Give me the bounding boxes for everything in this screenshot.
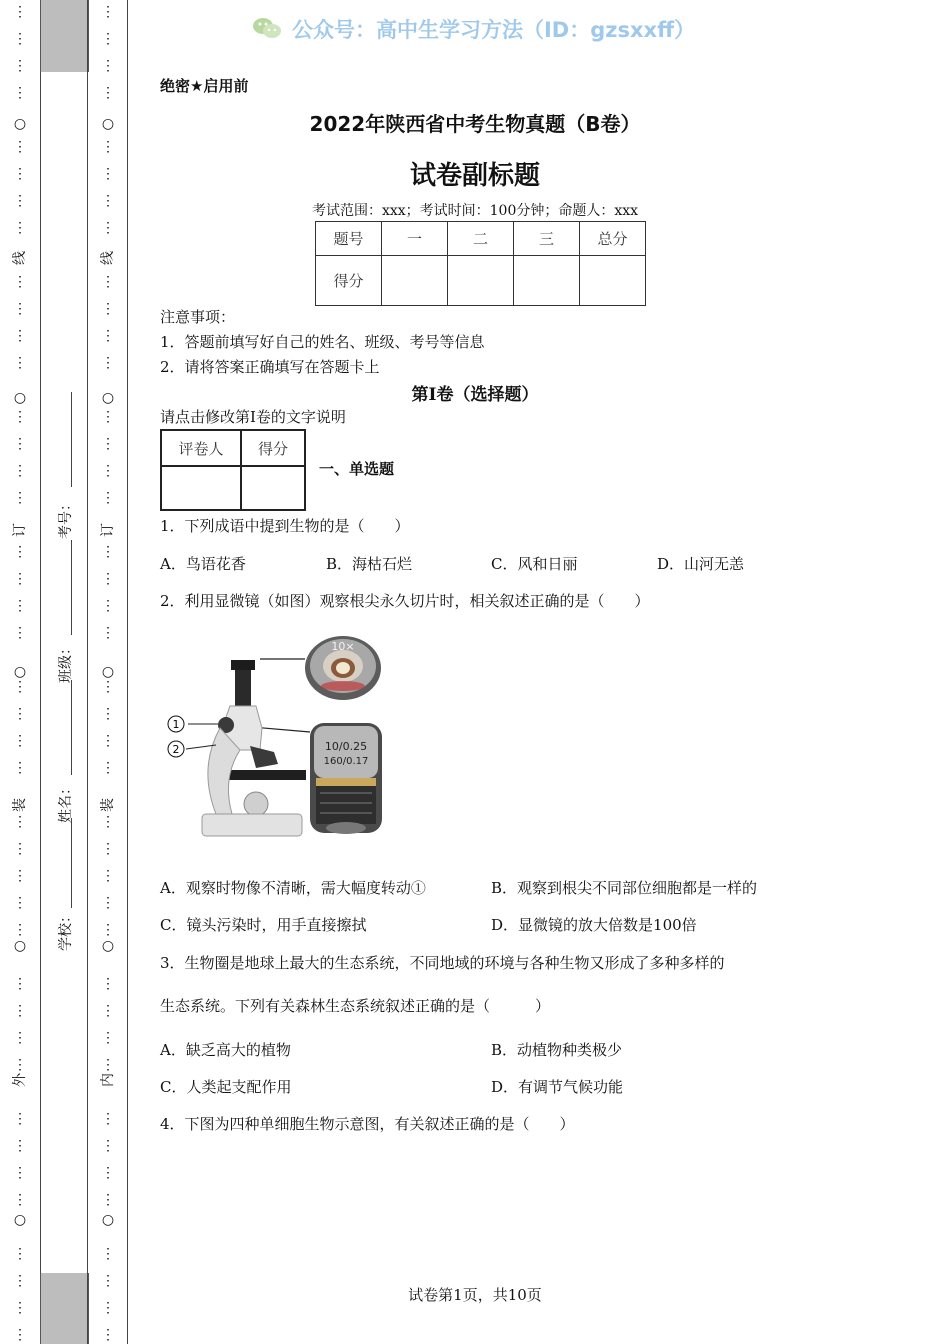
dotted-line-segment: ⋮ [13, 1003, 27, 1019]
dotted-line-segment: ⋮ [101, 976, 115, 992]
dotted-line-segment: ⋮ [101, 733, 115, 749]
score-header-cell: 总分 [580, 222, 646, 256]
dotted-line-segment: ⋮ [101, 868, 115, 884]
wechat-icon [252, 16, 282, 42]
dotted-line-segment: ⋮ [101, 328, 115, 344]
circle-mark: ○ [101, 116, 115, 132]
circle-mark: ○ [101, 390, 115, 406]
section-desc[interactable]: 请点击修改第I卷的文字说明 [160, 408, 346, 426]
svg-text:1: 1 [172, 718, 180, 731]
option-b[interactable]: B．观察到根尖不同部位细胞都是一样的 [491, 879, 758, 897]
exam-no-label: 考号： [58, 497, 74, 539]
dotted-line-segment: ⋮ [101, 598, 115, 614]
dotted-line-segment: ⋮ [13, 625, 27, 641]
dotted-line-segment: ⋮ [13, 409, 27, 425]
label-2-marker [168, 741, 184, 757]
dotted-line-segment: ⋮ [101, 571, 115, 587]
class-underline[interactable] [71, 540, 72, 635]
outer-mark: 外 [12, 1073, 28, 1087]
dotted-line-segment: ⋮ [101, 409, 115, 425]
dotted-line-segment: ⋮ [101, 895, 115, 911]
outer-mark: 装 [12, 798, 28, 812]
dotted-line-segment: ⋮ [13, 58, 27, 74]
dotted-line-segment: ⋮ [101, 31, 115, 47]
dotted-line-segment: ⋮ [101, 1165, 115, 1181]
question-stem: 4．下图为四种单细胞生物示意图，有关叙述正确的是（ ） [160, 1115, 575, 1133]
dotted-line-segment: ⋮ [13, 1057, 27, 1073]
dotted-line-segment: ⋮ [101, 814, 115, 830]
dotted-line-segment: ⋮ [13, 1273, 27, 1289]
dotted-line-segment: ⋮ [101, 139, 115, 155]
dotted-line-segment: ⋮ [13, 31, 27, 47]
dotted-line-segment: ⋮ [13, 1111, 27, 1127]
dotted-line-segment: ⋮ [13, 220, 27, 236]
dotted-line-segment: ⋮ [13, 463, 27, 479]
outer-mark: 线 [12, 251, 28, 265]
inner-mark: 线 [100, 251, 116, 265]
dotted-line-segment: ⋮ [101, 193, 115, 209]
option-c[interactable]: C．人类起支配作用 [160, 1078, 292, 1096]
dotted-line-segment: ⋮ [101, 1300, 115, 1316]
question-stem: 1．下列成语中提到生物的是（ ） [160, 517, 410, 535]
dotted-line-segment: ⋮ [13, 733, 27, 749]
dotted-line-segment: ⋮ [101, 1192, 115, 1208]
dotted-line-segment: ⋮ [13, 1327, 27, 1343]
option-a[interactable]: A．缺乏高大的植物 [160, 1041, 291, 1059]
dotted-line-segment: ⋮ [101, 1030, 115, 1046]
circle-mark: ○ [13, 664, 27, 680]
circle-mark: ○ [101, 664, 115, 680]
dotted-line-segment: ⋮ [101, 922, 115, 938]
dotted-line-segment: ⋮ [13, 166, 27, 182]
score-cell[interactable] [580, 256, 646, 306]
dotted-line-segment: ⋮ [13, 355, 27, 371]
score-header-cell: 一 [382, 222, 448, 256]
outer-mark: 订 [12, 523, 28, 537]
question-stem: 3．生物圈是地球上最大的生态系统，不同地域的环境与各种生物又形成了多种多样的 [160, 954, 725, 972]
objective-label-2: 160/0.17 [323, 756, 369, 767]
grader-header: 评卷人 [161, 430, 241, 466]
option-c[interactable]: C．镜头污染时，用手直接擦拭 [160, 916, 367, 934]
school-underline[interactable] [71, 818, 72, 908]
score-cell[interactable] [514, 256, 580, 306]
outer-left-border [40, 0, 41, 1344]
option-a[interactable]: A．鸟语花香 [160, 555, 246, 573]
dotted-line-segment: ⋮ [101, 274, 115, 290]
dotted-line-segment: ⋮ [13, 139, 27, 155]
score-header-cell: 题号 [316, 222, 382, 256]
exam-title: 2022年陕西省中考生物真题（B卷） [309, 112, 641, 136]
circle-mark: ○ [13, 116, 27, 132]
eyepiece-label: 10× [331, 640, 355, 653]
grader-cell[interactable] [161, 466, 241, 510]
dotted-line-segment: ⋮ [101, 1246, 115, 1262]
class-label: 班级： [58, 641, 74, 683]
dotted-line-segment: ⋮ [13, 490, 27, 506]
grader-header: 得分 [241, 430, 305, 466]
dotted-line-segment: ⋮ [101, 463, 115, 479]
dotted-line-segment: ⋮ [13, 274, 27, 290]
inner-right-border [127, 0, 128, 1344]
score-cell[interactable] [382, 256, 448, 306]
dotted-line-segment: ⋮ [101, 706, 115, 722]
dotted-line-segment: ⋮ [13, 1030, 27, 1046]
exam-info: 考试范围：xxx；考试时间：100分钟；命题人：xxx [311, 203, 639, 219]
dotted-line-segment: ⋮ [13, 4, 27, 20]
notice-title: 注意事项： [160, 308, 236, 326]
dotted-line-segment: ⋮ [101, 58, 115, 74]
dotted-line-segment: ⋮ [13, 1246, 27, 1262]
circle-mark: ○ [101, 1212, 115, 1228]
dotted-line-segment: ⋮ [13, 1138, 27, 1154]
dotted-line-segment: ⋮ [101, 544, 115, 560]
label-1-marker [168, 716, 184, 732]
dotted-line-segment: ⋮ [101, 301, 115, 317]
dotted-line-segment: ⋮ [13, 895, 27, 911]
dotted-line-segment: ⋮ [13, 544, 27, 560]
dotted-line-segment: ⋮ [13, 922, 27, 938]
option-d[interactable]: D．山河无恙 [657, 555, 745, 573]
notice-item: 1．答题前填写好自己的姓名、班级、考号等信息 [160, 333, 485, 351]
dotted-line-segment: ⋮ [13, 841, 27, 857]
dotted-line-segment: ⋮ [101, 166, 115, 182]
microscope-figure [160, 628, 390, 848]
name-label: 姓名： [58, 781, 74, 823]
secret-mark: 绝密★启用前 [160, 77, 249, 95]
circle-mark: ○ [101, 938, 115, 954]
option-c[interactable]: C．风和日丽 [491, 555, 578, 573]
dotted-line-segment: ⋮ [101, 355, 115, 371]
dotted-line-segment: ⋮ [13, 868, 27, 884]
dotted-line-segment: ⋮ [13, 193, 27, 209]
section-title: 第I卷（选择题） [411, 385, 539, 405]
name-underline[interactable] [71, 680, 72, 775]
dotted-line-segment: ⋮ [101, 679, 115, 695]
dotted-line-segment: ⋮ [101, 220, 115, 236]
dotted-line-segment: ⋮ [13, 1300, 27, 1316]
grey-band-bottom [40, 1273, 89, 1344]
dotted-line-segment: ⋮ [13, 436, 27, 452]
option-d[interactable]: D．有调节气候功能 [491, 1078, 624, 1096]
score-table [315, 221, 646, 306]
circle-mark: ○ [13, 1212, 27, 1228]
option-b[interactable]: B．动植物种类极少 [491, 1041, 623, 1059]
dotted-line-segment: ⋮ [101, 490, 115, 506]
dotted-line-segment: ⋮ [13, 760, 27, 776]
inner-mark: 内 [100, 1073, 116, 1087]
score-header-cell: 二 [448, 222, 514, 256]
dotted-line-segment: ⋮ [13, 976, 27, 992]
watermark [252, 14, 695, 44]
score-cell[interactable] [448, 256, 514, 306]
grader-table [160, 429, 306, 511]
dotted-line-segment: ⋮ [13, 679, 27, 695]
dotted-line-segment: ⋮ [13, 571, 27, 587]
dotted-line-segment: ⋮ [13, 814, 27, 830]
part-title: 一、单选题 [319, 460, 395, 478]
inner-mark: 装 [100, 798, 116, 812]
dotted-line-segment: ⋮ [101, 1057, 115, 1073]
circle-mark: ○ [13, 390, 27, 406]
option-b[interactable]: B．海枯石烂 [326, 555, 413, 573]
dotted-line-segment: ⋮ [13, 328, 27, 344]
dotted-line-segment: ⋮ [13, 1165, 27, 1181]
dotted-line-segment: ⋮ [101, 841, 115, 857]
page-footer: 试卷第1页，共10页 [408, 1286, 542, 1304]
dotted-line-segment: ⋮ [13, 706, 27, 722]
inner-binding-column [88, 0, 128, 1344]
dotted-line-segment: ⋮ [101, 4, 115, 20]
exam-subtitle: 试卷副标题 [409, 161, 540, 191]
exam-no-underline[interactable] [71, 392, 72, 487]
grey-band-top [40, 0, 89, 72]
question-stem-continued: 生态系统。下列有关森林生态系统叙述正确的是（ ） [160, 997, 551, 1015]
school-label: 学校： [58, 909, 74, 951]
option-a[interactable]: A．观察时物像不清晰，需大幅度转动① [160, 879, 426, 897]
dotted-line-segment: ⋮ [101, 436, 115, 452]
grader-cell[interactable] [241, 466, 305, 510]
microscope-body [202, 660, 306, 836]
dotted-line-segment: ⋮ [13, 598, 27, 614]
svg-text:2: 2 [172, 743, 180, 756]
notice-item: 2．请将答案正确填写在答题卡上 [160, 358, 380, 376]
dotted-line-segment: ⋮ [101, 760, 115, 776]
question-stem: 2．利用显微镜（如图）观察根尖永久切片时，相关叙述正确的是（ ） [160, 592, 650, 610]
circle-mark: ○ [13, 938, 27, 954]
dotted-line-segment: ⋮ [101, 1273, 115, 1289]
dotted-line-segment: ⋮ [101, 1111, 115, 1127]
outer-binding-column [0, 0, 40, 1344]
dotted-line-segment: ⋮ [13, 85, 27, 101]
dotted-line-segment: ⋮ [101, 1138, 115, 1154]
score-header-cell: 三 [514, 222, 580, 256]
inner-mark: 订 [100, 523, 116, 537]
option-d[interactable]: D．显微镜的放大倍数是100倍 [491, 916, 697, 934]
score-row-label: 得分 [316, 256, 382, 306]
objective-label-1: 10/0.25 [324, 740, 368, 753]
dotted-line-segment: ⋮ [101, 625, 115, 641]
dotted-line-segment: ⋮ [13, 301, 27, 317]
dotted-line-segment: ⋮ [101, 85, 115, 101]
dotted-line-segment: ⋮ [101, 1003, 115, 1019]
dotted-line-segment: ⋮ [13, 1192, 27, 1208]
watermark-text: 公众号：高中生学习方法（ID：gzsxxff） [292, 18, 696, 42]
dotted-line-segment: ⋮ [101, 1327, 115, 1343]
